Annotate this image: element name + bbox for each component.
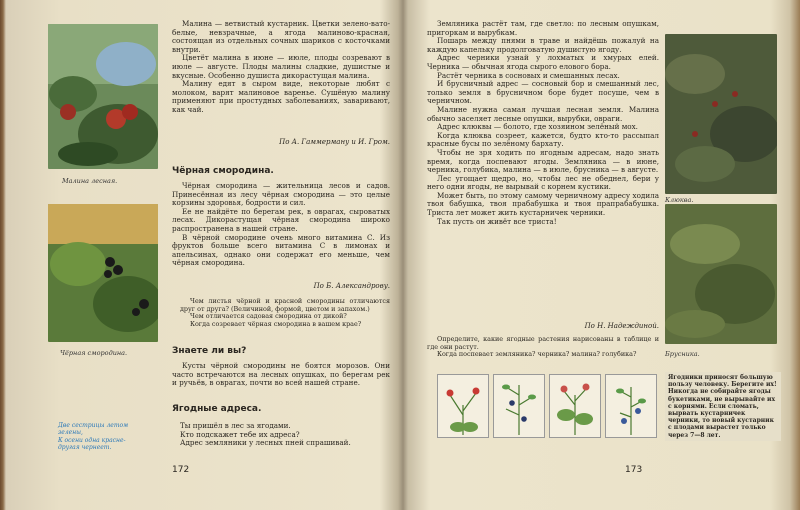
know-heading: Знаете ли вы? xyxy=(172,346,247,356)
paragraph: Цветёт малина в июне — июле, плоды созревают в июле — августе. Плоды малины сладкие, душистые и вкусные. Особенно душиста дикорастущая малина. xyxy=(172,53,390,80)
currant-author: По Б. Александрову. xyxy=(313,282,390,290)
question: Определите, какие ягодные растения нарисованы в таблице и где они растут. xyxy=(427,335,659,351)
page-number: 173 xyxy=(625,465,643,475)
paragraph: Малине нужна самая лучшая лесная земля. Малина обычно заселяет лесные опушки, вырубки, овраги. xyxy=(427,104,659,123)
right-author: По Н. Надеждиной. xyxy=(584,322,659,330)
poem-line: Кто подскажет тебе их адреса? xyxy=(180,429,300,439)
paragraph: Растёт черника в сосновых и смешанных лесах. xyxy=(437,70,620,80)
address-heading: Ягодные адреса. xyxy=(172,404,262,414)
paragraph: Земляника растёт там, где светло: по лесным опушкам, пригоркам и вырубкам. xyxy=(427,19,659,37)
paragraph: Пошарь между пнями в траве и найдёшь пожалуй на каждую капельку продолговатую душистую ягоду. xyxy=(427,36,659,54)
paragraph: Адрес черники узнай у лохматых и хмурых елей. Черника — обычная ягода сырого елового бора. xyxy=(427,53,659,71)
paragraph: Лес угощает щедро, но, чтобы лес не обеднел, бери у него одни ягоды, не вырывай с корнем кустики. xyxy=(427,173,659,192)
page-right xyxy=(403,0,800,510)
right-text xyxy=(427,20,659,226)
paragraph: Адрес клюквы — болото, где хозяином зелёный мох. xyxy=(437,122,638,132)
paragraph: Малина — ветвистый кустарник. Цветки зелено-вато-белые, невзрачные, а ягода малиново-красная, состоящая из отдельных сочных шариков с косточками внутри. xyxy=(172,19,390,54)
raspberry-caption: Малина лесная. xyxy=(62,177,118,185)
bilberry-plant-drawing xyxy=(605,374,657,438)
strawberry-plant-drawing xyxy=(437,374,489,438)
blueberry-plant-drawing xyxy=(493,374,545,438)
poem-line: Адрес земляники у лесных пней спрашивай. xyxy=(180,438,351,448)
protection-note: Ягодники приносят большую пользу человеку. Берегите их! Никогда не собирайте ягоды букетиками, не вырывайте их с корнями. Если сломать, вырвать кустарничек черники, то новый кустарник с плодами вырастет только через 7—8 лет. xyxy=(665,372,781,441)
right-questions xyxy=(427,336,659,359)
riddle-line: К осени одна красне- xyxy=(58,436,126,444)
riddle xyxy=(58,422,158,452)
question: Когда созревает чёрная смородина в вашем крае? xyxy=(190,319,362,328)
poem-line: Ты пришёл в лес за ягодами. xyxy=(180,421,291,430)
cranberry-photo xyxy=(665,34,777,194)
paragraph: Ее не найдёте по берегам рек, в оврагах, сыроватых лесах. Дикорастущая чёрная смородина широко распространена в нашей стране. xyxy=(172,206,390,233)
berry-plants-table xyxy=(437,374,657,438)
raspberry-plant-drawing xyxy=(549,374,601,438)
cowberry-photo xyxy=(665,204,777,344)
paragraph: И брусничный адрес — сосновый бор и смешанный лес, только земля в брусничном боре будет посуше, чем в черничном. xyxy=(427,79,659,106)
question: Чем отличается садовая смородина от дикой? xyxy=(190,312,347,321)
know-text: Кусты чёрной смородины не боятся морозов. Они часто встречаются на лесных опушках, по берегам рек и ручьёв, в оврагах, почти во всей нашей стране. xyxy=(172,361,390,388)
currant-caption: Чёрная смородина. xyxy=(60,349,128,357)
paragraph: Так пусть он живёт все триста! xyxy=(437,216,557,226)
riddle-line: Две сестрицы летом xyxy=(58,422,129,429)
cranberry-caption: Клюква. xyxy=(665,196,694,204)
raspberry-photo xyxy=(48,24,158,169)
paragraph: Когда клюква созреет, кажется, будто кто-то рассыпал красные бусы по зелёному бархату. xyxy=(427,130,659,149)
paragraph: В чёрной смородине очень много витамина С. Из фруктов больше всего витамина С в лимонах и апельсинах, однако они содержат его меньше, чем чёрная смородина. xyxy=(172,232,390,268)
currant-questions xyxy=(180,298,390,328)
currant-heading: Чёрная смородина. xyxy=(172,166,274,176)
currant-photo xyxy=(48,204,158,342)
question: Чем листья чёрной и красной смородины отличаются друг от друга? (Величиной, формой, цветом и запахом.) xyxy=(180,297,390,313)
page-number: 172 xyxy=(172,465,190,475)
poem xyxy=(180,422,390,448)
currant-text xyxy=(172,182,390,268)
paragraph: Может быть, по этому самому черничному адресу ходила твоя бабушка, твоя прабабушка и твоя прапрабабушка. Триста лет может жить кустарничек черники. xyxy=(427,190,659,218)
paragraph: Чёрная смородина — жительница лесов и садов. Принесённая из лесу чёрная смородина — это целые корзины здоровья, бодрости и сил. xyxy=(172,181,390,208)
question: Когда поспевает земляника? черника? малина? голубика? xyxy=(437,350,637,359)
paragraph: Малину едят в сыром виде, некоторые любят с молоком, варят малиновое варенье. Сушёную малину применяют при простудных заболеваниях, заваривают, как чай. xyxy=(172,79,390,114)
paragraph: Чтобы не зря ходить по ягодным адресам, надо знать время, когда поспевают ягоды. Земляника — в июне, черника, голубика, малина — в июле, брусника — в августе. xyxy=(427,147,659,175)
cowberry-caption: Брусника. xyxy=(665,350,700,358)
riddle-line: другая чернеет. xyxy=(58,444,112,452)
raspberry-text xyxy=(172,20,390,115)
riddle-line: зелены, xyxy=(58,429,83,437)
raspberry-author: По А. Гаммерману и И. Гром. xyxy=(279,138,390,146)
